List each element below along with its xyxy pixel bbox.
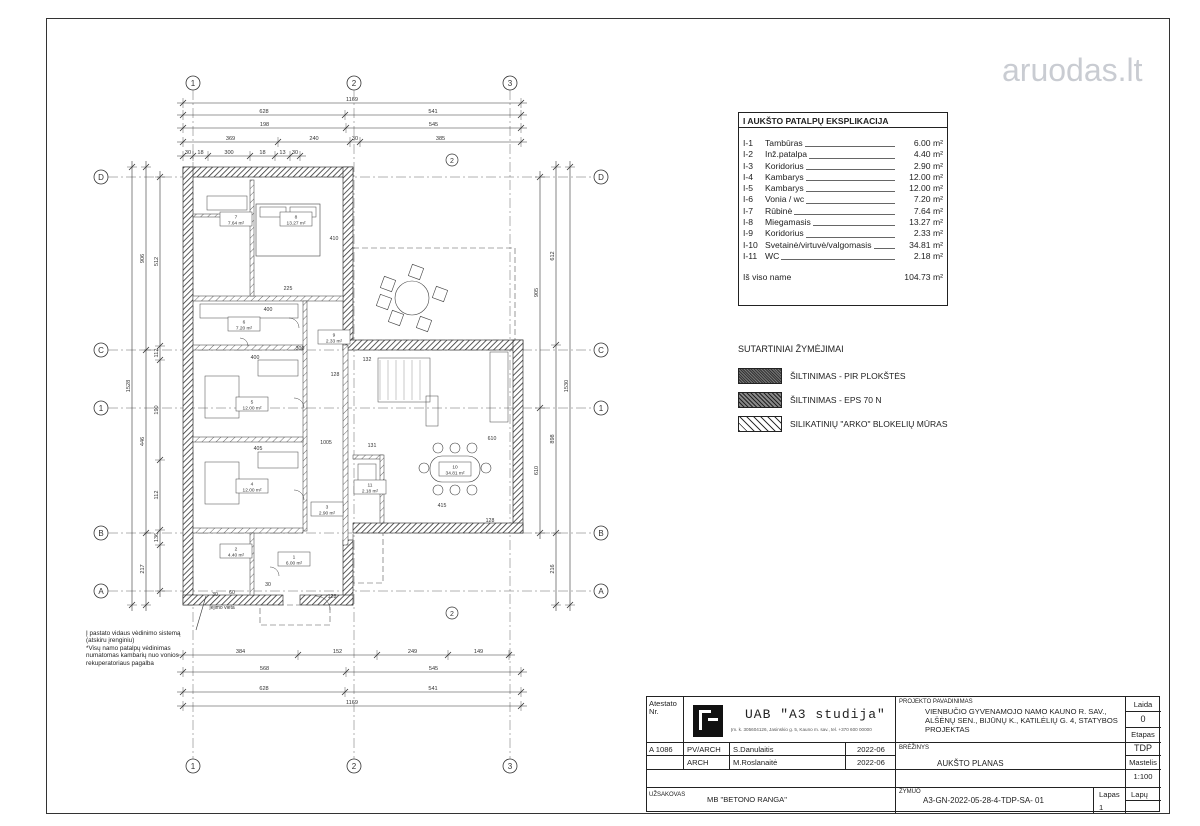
sheet-value: 1 — [1099, 803, 1104, 812]
dim-label: 136 — [154, 532, 160, 543]
door-swing — [289, 318, 299, 328]
total-label: Iš viso name — [743, 272, 792, 283]
interior-wall — [193, 296, 343, 301]
interior-wall — [193, 528, 303, 533]
dim-label: 112 — [154, 348, 160, 358]
room-area: 12.00 m² — [909, 183, 943, 194]
room-name: Kambarys — [765, 183, 804, 194]
dim-label: 905 — [534, 287, 540, 298]
explication-row — [743, 217, 943, 228]
ventilation-note: Į pastato vidaus vėdinimo sistemą (atskiru įrenginiu) *Visų namo patalpų vėdinimas numatomas kambarių nuo vonios rekuperatoriaus pagalba — [86, 630, 181, 667]
total-area: 104.73 m² — [904, 272, 943, 283]
axis-letter-label: 1 — [598, 404, 604, 413]
kitchen-counter — [490, 352, 508, 422]
interior-dim-label: 415 — [437, 503, 447, 509]
axis-letter-label: B — [598, 529, 604, 538]
staff-1-role: PV/ARCH — [687, 745, 721, 754]
room-name: Koridorius — [765, 160, 804, 171]
dim-label: 30 — [351, 136, 359, 142]
dim-label: 217 — [140, 564, 146, 574]
section-label: 2 — [450, 158, 454, 165]
room-name: Tambūras — [765, 138, 803, 148]
dim-label: 13 — [279, 150, 286, 156]
watermark-text: aruodas.lt — [1002, 52, 1143, 88]
legend-swatch-pir — [738, 368, 782, 384]
room-tag-number: 8 — [294, 215, 298, 221]
sheet-label: Lapas — [1099, 790, 1120, 799]
explication-row — [743, 161, 943, 172]
chair — [380, 276, 395, 291]
room-tag-number: 7 — [234, 215, 238, 221]
company-name: UAB "A3 studija" — [745, 707, 886, 722]
exterior-wall — [183, 595, 283, 605]
room-tag-number: 11 — [367, 483, 373, 489]
room-name: Miegamasis — [765, 217, 811, 228]
wardrobe — [207, 196, 247, 210]
wardrobe — [258, 452, 298, 468]
staff-2-name: M.Roslanaitė — [733, 758, 778, 767]
room-tag-area: 2.33 m² — [325, 339, 343, 345]
dim-label: 612 — [550, 251, 556, 261]
stage-label: Etapas — [1131, 730, 1155, 739]
room-tag-number: 10 — [452, 465, 458, 471]
dining-chair — [467, 485, 477, 495]
dim-label: 149 — [473, 649, 484, 655]
room-name: WC — [765, 250, 780, 261]
dim-label: 541 — [428, 686, 438, 692]
dining-chair — [450, 485, 460, 495]
axis-number-label: 2 — [351, 762, 357, 771]
room-tag-number: 9 — [332, 333, 336, 339]
dining-chair — [481, 463, 491, 473]
room-code: I-2 — [743, 149, 754, 160]
dim-label: 512 — [154, 256, 160, 267]
explication-row — [743, 251, 943, 262]
room-area: 13.27 m² — [909, 217, 943, 228]
explication-row — [743, 194, 943, 205]
legend-swatch-masonry — [738, 416, 782, 432]
room-code: I-10 — [743, 239, 758, 250]
explication-row — [743, 138, 943, 149]
dim-label: 30 — [291, 150, 299, 156]
exterior-wall — [353, 523, 523, 533]
chair — [376, 294, 391, 309]
room-code: I-6 — [743, 194, 754, 205]
axis-letter-label: A — [98, 587, 104, 596]
room-tag-area: 34.81 m² — [445, 471, 465, 477]
chair — [416, 316, 431, 331]
exterior-wall — [513, 340, 523, 533]
dim-label: 198 — [259, 122, 270, 128]
dim-label: 369 — [225, 136, 236, 142]
interior-dim-label: 1005 — [320, 440, 332, 446]
room-name: Koridorius — [765, 228, 804, 239]
interior-dim-label: 131 — [367, 443, 377, 449]
explication-row — [743, 206, 943, 217]
dim-label: 610 — [534, 465, 540, 476]
room-code: I-1 — [743, 138, 754, 148]
staff-1-nr: A 1086 — [649, 745, 673, 754]
room-code: I-8 — [743, 217, 754, 228]
room-area: 12.00 m² — [909, 171, 943, 182]
interior-dim-label: 400 — [263, 307, 273, 313]
room-tag-area: 7.20 m² — [235, 326, 253, 332]
door-swing — [294, 490, 304, 500]
axis-number-label: 3 — [507, 79, 513, 88]
dining-chair — [467, 443, 477, 453]
axis-letter-label: D — [98, 173, 104, 182]
client-name: MB "BETONO RANGA" — [707, 795, 787, 804]
dim-label: 1528 — [126, 379, 132, 393]
room-tag-area: 6.00 m² — [285, 561, 303, 567]
dim-label: 249 — [407, 649, 418, 655]
explication-row — [743, 172, 943, 183]
dim-label: 300 — [224, 150, 234, 156]
explication-row — [743, 228, 943, 239]
dim-label: 30 — [184, 150, 192, 156]
room-name: Rūbinė — [765, 205, 793, 216]
dim-label: 898 — [550, 434, 556, 444]
dim-label: 446 — [140, 436, 146, 447]
attestation-label: Atestato Nr. — [649, 699, 677, 716]
room-tag-area: 7.64 m² — [227, 221, 245, 227]
axis-number-label: 2 — [351, 79, 357, 88]
dim-label: 190 — [154, 405, 160, 415]
chair — [408, 264, 423, 279]
dining-chair — [450, 443, 460, 453]
dim-label: 1169 — [345, 97, 359, 103]
room-name: Svetainė/virtuvė/valgomasis — [765, 239, 872, 250]
room-name: Vonia / wc — [765, 194, 805, 205]
room-tag-area: 12.00 m² — [242, 488, 262, 494]
room-code: I-11 — [743, 250, 758, 261]
explication-row — [743, 240, 943, 251]
exterior-wall — [300, 595, 353, 605]
entrance-step — [260, 605, 330, 625]
section-label: 2 — [450, 611, 454, 618]
room-tag-area: 2.18 m² — [361, 489, 379, 495]
room-tag-area: 2.90 m² — [318, 511, 336, 517]
legend-label-pir: ŠILTINIMAS - PIR PLOKŠTĖS — [790, 371, 906, 381]
axis-number-label: 1 — [190, 762, 196, 771]
room-name: Inž.patalpa — [765, 149, 808, 160]
explication-row — [743, 183, 943, 194]
interior-dim-label: 128 — [330, 372, 340, 378]
interior-dim-label: 30 — [212, 592, 218, 598]
room-tag-number: 4 — [250, 482, 254, 488]
room-code: I-5 — [743, 183, 754, 194]
room-code: I-3 — [743, 160, 754, 171]
code-label: ŽYMUO — [899, 789, 921, 795]
scale-label: Mastelis — [1129, 758, 1157, 767]
chair — [432, 286, 447, 301]
staff-2-role: ARCH — [687, 758, 709, 767]
room-name: Kambarys — [765, 171, 804, 182]
dining-chair — [433, 443, 443, 453]
dim-label: 545 — [428, 122, 439, 128]
interior-wall — [250, 533, 254, 595]
dim-label: 906 — [140, 253, 146, 264]
dim-label: 384 — [235, 649, 246, 655]
sheets-label: Lapų — [1131, 790, 1148, 799]
staff-2-date: 2022-06 — [857, 758, 885, 767]
interior-wall — [353, 455, 383, 459]
drawing-name: AUKŠTO PLANAS — [937, 759, 1004, 768]
exterior-wall — [343, 340, 523, 350]
interior-dim-label: 30 — [265, 582, 271, 588]
dim-label: 1169 — [345, 700, 359, 706]
room-tag-area: 12.00 m² — [242, 406, 262, 412]
legend-label-masonry: SILIKATINIŲ "ARKO" BLOKELIŲ MŪRAS — [790, 419, 948, 429]
interior-dim-label: 300 — [295, 346, 305, 352]
legend-title: SUTARTINIAI ŽYMĖJIMAI — [738, 344, 844, 354]
interior-dim-label: 610 — [487, 436, 497, 442]
dim-label: 541 — [428, 109, 438, 115]
axis-number-label: 3 — [507, 762, 513, 771]
explication-row — [743, 149, 943, 160]
room-area: 34.81 m² — [909, 239, 943, 250]
exterior-wall — [183, 167, 193, 605]
axis-letter-label: B — [98, 529, 104, 538]
drawing-code: A3-GN-2022-05-28-4-TDP-SA- 01 — [923, 796, 1044, 805]
room-tag-number: 2 — [234, 547, 238, 553]
room-area: 6.00 m² — [913, 138, 943, 148]
interior-dim-label: 405 — [253, 446, 263, 452]
dim-label: 152 — [332, 649, 343, 655]
interior-dim-label: 128 — [327, 594, 337, 600]
legend-label-eps: ŠILTINIMAS - EPS 70 N — [790, 395, 882, 405]
axis-letter-label: A — [598, 587, 604, 596]
interior-dim-label: 400 — [250, 355, 260, 361]
room-area: 4.40 m² — [913, 149, 943, 160]
dim-label: 1530 — [564, 379, 570, 393]
legend-item-pir — [738, 364, 998, 388]
room-tag-number: 5 — [250, 400, 254, 406]
issue-label: Laida — [1133, 700, 1153, 709]
room-tag-number: 3 — [325, 505, 329, 511]
project-label: PROJEKTO PAVADINIMAS — [899, 699, 973, 705]
wardrobe — [258, 360, 298, 376]
interior-wall — [250, 180, 254, 296]
interior-wall — [343, 345, 348, 545]
room-area: 2.90 m² — [913, 160, 943, 171]
dim-label: 216 — [550, 564, 556, 574]
client-label: UŽSAKOVAS — [649, 792, 686, 798]
dining-chair — [419, 463, 429, 473]
room-code: I-9 — [743, 228, 754, 239]
room-area: 7.64 m² — [913, 205, 943, 216]
exterior-wall — [343, 167, 353, 345]
explication-rows — [739, 128, 947, 262]
axis-letter-label: D — [598, 173, 604, 182]
company-details: Įm. k. 305604126, Jasinskio g. 5, Kauno m. sav., tel. +370 600 00000 — [731, 727, 872, 732]
exterior-wall — [183, 167, 353, 177]
axis-letter-label: C — [98, 346, 104, 355]
staff-1-date: 2022-06 — [857, 745, 885, 754]
room-tag-number: 6 — [242, 320, 246, 326]
dining-chair — [433, 485, 443, 495]
dim-label: 628 — [259, 109, 269, 115]
room-code: I-7 — [743, 205, 754, 216]
legend-swatch-eps — [738, 392, 782, 408]
interior-dim-label: 225 — [283, 286, 293, 292]
dim-label: 628 — [259, 686, 269, 692]
project-name: VIENBUČIO GYVENAMOJO NAMO KAUNO R. SAV., ALŠĖNŲ SEN., BIJŪNŲ K., KATILĖLIŲ G. 4, STATYBOS PROJEKTAS — [925, 707, 1118, 734]
drawing-label: BRĖŽINYS — [899, 745, 930, 751]
explication-total — [739, 272, 947, 282]
bed-small — [205, 462, 239, 504]
room-tag-number: 1 — [292, 555, 296, 561]
interior-dim-label: 410 — [329, 236, 339, 242]
room-tag-area: 13.27 m² — [286, 221, 306, 227]
door-swing — [294, 398, 304, 408]
room-area: 2.33 m² — [913, 228, 943, 239]
axis-letter-label: 1 — [98, 404, 104, 413]
round-table — [395, 281, 429, 315]
scale-value: 1:100 — [1133, 772, 1153, 781]
room-code: I-4 — [743, 171, 754, 182]
bed-small — [205, 376, 239, 418]
stage-value: TDP — [1134, 743, 1152, 753]
dim-label: 545 — [428, 666, 439, 672]
dim-label: 568 — [259, 666, 270, 672]
door-swing — [270, 567, 279, 576]
staff-1-name: S.Danulaitis — [733, 745, 774, 754]
dim-label: 240 — [309, 136, 319, 142]
room-explication-table — [738, 112, 948, 306]
interior-wall — [193, 437, 303, 442]
dim-label: 112 — [154, 490, 160, 500]
room-area: 2.18 m² — [913, 250, 943, 261]
room-area: 7.20 m² — [913, 194, 943, 205]
company-logo — [693, 705, 723, 737]
chair — [388, 310, 403, 325]
axis-letter-label: C — [598, 346, 604, 355]
bath-counter — [200, 304, 298, 318]
interior-dim-label: 132 — [362, 357, 372, 363]
axis-number-label: 1 — [190, 79, 196, 88]
dim-label: 18 — [259, 150, 266, 156]
legend-item-masonry — [738, 412, 998, 436]
title-block — [646, 696, 1160, 812]
interior-dim-label: 60 — [229, 590, 235, 596]
interior-dim-label: 128 — [485, 518, 495, 524]
legend-item-eps — [738, 388, 998, 412]
counter — [426, 396, 438, 426]
explication-title: I AUKŠTO PATALPŲ EKSPLIKACIJA — [739, 113, 947, 128]
dim-label: 385 — [435, 136, 446, 142]
dim-label: 18 — [197, 150, 204, 156]
porch-outline — [353, 533, 383, 583]
entrance-label: Įėjimo vieta — [209, 605, 235, 611]
legend — [738, 344, 998, 436]
room-tag-area: 4.40 m² — [227, 553, 245, 559]
issue-value: 0 — [1140, 714, 1146, 724]
